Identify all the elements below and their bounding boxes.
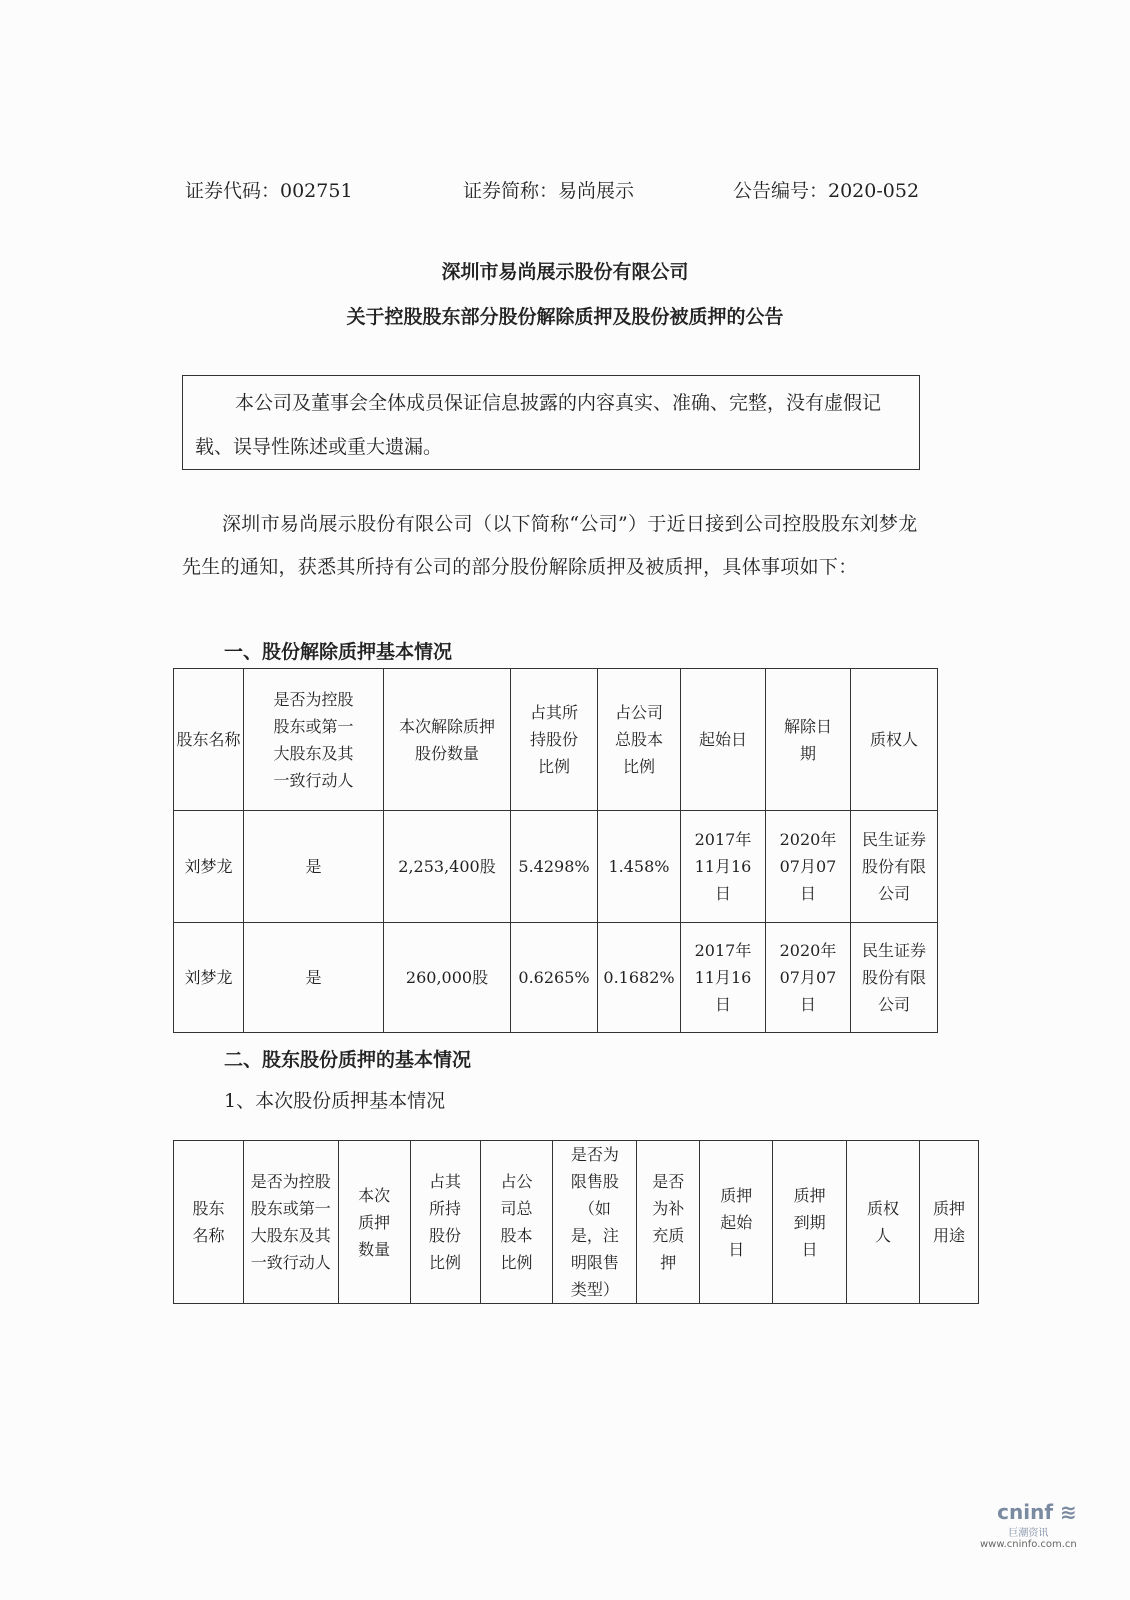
header-cell: 解除日期 — [766, 669, 851, 811]
cell: 260,000股 — [384, 923, 511, 1033]
header-cell: 质权人 — [851, 669, 938, 811]
cell: 民生证券股份有限公司 — [851, 811, 938, 923]
cell: 刘梦龙 — [174, 923, 244, 1033]
header-cell: 占其所持股份比例 — [511, 669, 598, 811]
section1-heading: 一、股份解除质押基本情况 — [224, 641, 453, 663]
security-code: 证券代码：002751 — [185, 180, 353, 202]
header-cell: 占公司总股本比例 — [598, 669, 681, 811]
cninfo-url: www.cninfo.com.cn — [980, 1539, 1077, 1550]
cell: 是 — [244, 811, 384, 923]
section2-subheading: 1、本次股份质押基本情况 — [224, 1090, 446, 1112]
cninfo-swirl-icon: ≋ — [1060, 1500, 1077, 1524]
table-header-row — [174, 669, 938, 811]
header-cell: 起始日 — [681, 669, 766, 811]
header-cell: 是否为控股股东或第一大股东及其一致行动人 — [243, 1141, 338, 1304]
header-cell: 质权人 — [847, 1141, 920, 1304]
cell: 刘梦龙 — [174, 811, 244, 923]
cninfo-logo: cninf ≋ — [997, 1500, 1077, 1524]
security-abbr: 证券简称：易尚展示 — [463, 180, 635, 202]
cell: 1.458% — [598, 811, 681, 923]
header-cell: 本次质押数量 — [338, 1141, 410, 1304]
section2-heading: 二、股东股份质押的基本情况 — [224, 1049, 472, 1071]
cninfo-cn-name: 巨潮资讯 — [1008, 1528, 1049, 1539]
cell: 2017年11月16日 — [681, 811, 766, 923]
table-header-row — [174, 1141, 979, 1304]
header-cell: 股东名称 — [174, 669, 244, 811]
header-cell: 是否为补充质押 — [637, 1141, 700, 1304]
cell: 2017年11月16日 — [681, 923, 766, 1033]
cell: 2,253,400股 — [384, 811, 511, 923]
notice-number: 公告编号：2020-052 — [733, 180, 920, 202]
cell: 2020年07月07日 — [766, 811, 851, 923]
header-cell: 是否为控股股东或第一大股东及其一致行动人 — [244, 669, 384, 811]
header-cell: 股东名称 — [174, 1141, 244, 1304]
cell: 5.4298% — [511, 811, 598, 923]
header-cell: 是否为限售股（如是，注明限售类型） — [553, 1141, 637, 1304]
intro-paragraph: 深圳市易尚展示股份有限公司（以下简称“公司”）于近日接到公司控股股东刘梦龙先生的通知，获悉其所持有公司的部分股份解除质押及被质押，具体事项如下： — [182, 513, 918, 578]
header-cell: 本次解除质押股份数量 — [384, 669, 511, 811]
cell: 0.1682% — [598, 923, 681, 1033]
header-cell: 占其所持股份比例 — [410, 1141, 480, 1304]
disclaimer-box: 本公司及董事会全体成员保证信息披露的内容真实、准确、完整，没有虚假记载、误导性陈述或重大遗漏。 — [182, 375, 920, 470]
header-cell: 质押用途 — [920, 1141, 979, 1304]
cninfo-watermark — [980, 1500, 1077, 1550]
release-pledge-table — [173, 668, 938, 1033]
cell: 2020年07月07日 — [766, 923, 851, 1033]
cell: 0.6265% — [511, 923, 598, 1033]
table-row — [174, 811, 938, 923]
table-row — [174, 923, 938, 1033]
pledge-table — [173, 1140, 979, 1304]
header-cell: 占公司总股本比例 — [480, 1141, 553, 1304]
header-cell: 质押到期日 — [773, 1141, 847, 1304]
header-cell: 质押起始日 — [700, 1141, 773, 1304]
notice-title: 关于控股股东部分股份解除质押及股份被质押的公告 — [346, 306, 784, 328]
company-title: 深圳市易尚展示股份有限公司 — [441, 261, 689, 283]
cell: 民生证券股份有限公司 — [851, 923, 938, 1033]
cell: 是 — [244, 923, 384, 1033]
